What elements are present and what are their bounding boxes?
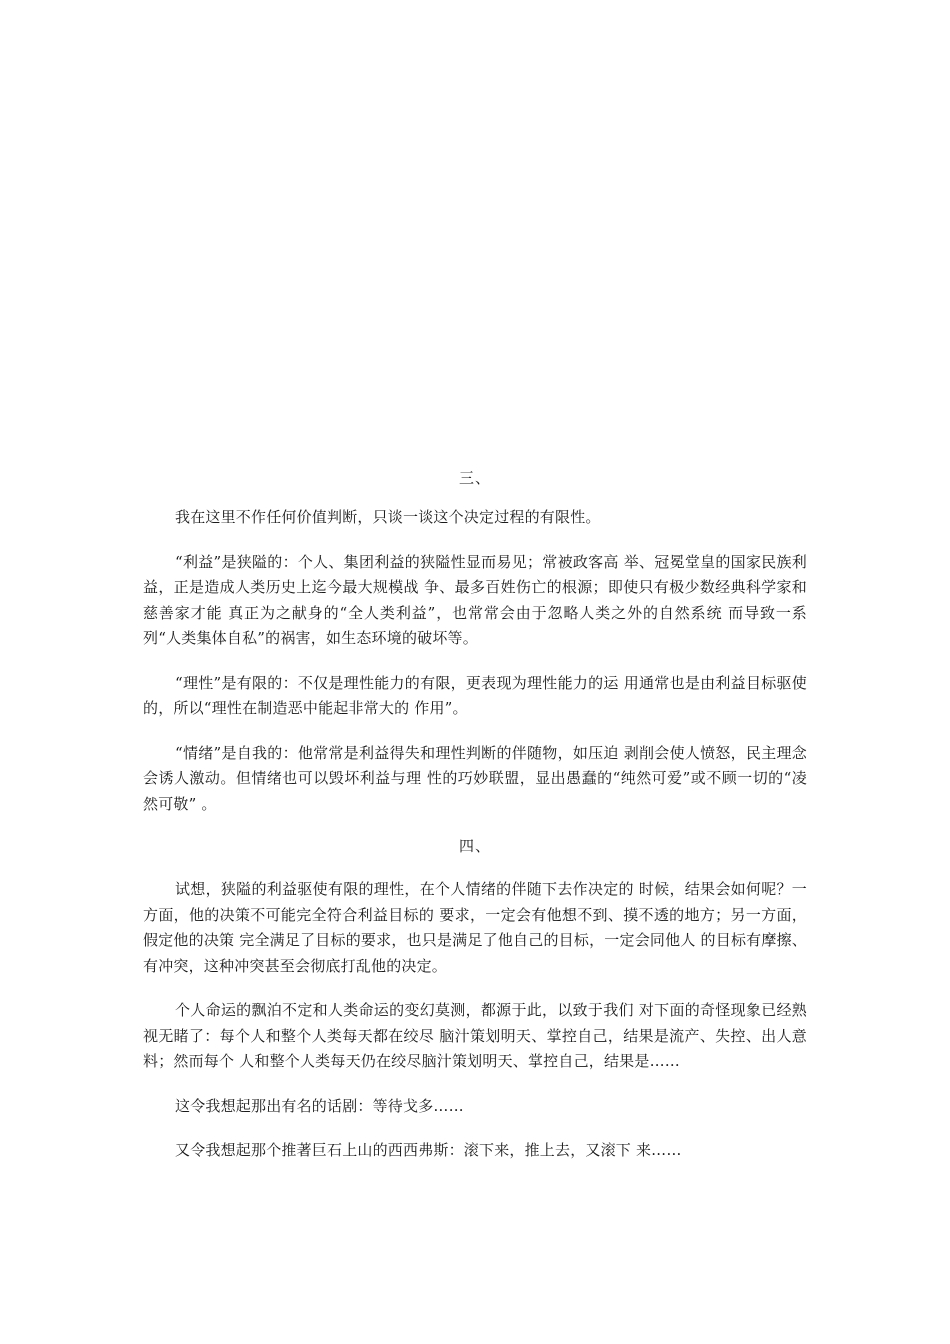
paragraph: 个人命运的飘泊不定和人类命运的变幻莫测，都源于此，以致于我们 对下面的奇怪现象已经熟视无睹了：每个人和整个人类每天都在绞尽 脑汁策划明天、掌控自己，结果是流产、失控、出人意料；然而每个 人和整个人类每天仍在绞尽脑汁策划明天、掌控自己，结果是…… (143, 1001, 807, 1070)
paragraph: “理性”是有限的：不仅是理性能力的有限，更表现为理性能力的运 用通常也是由利益目标驱使的，所以“理性在制造恶中能起非常大的 作用”。 (143, 673, 807, 717)
paragraph: 这令我想起那出有名的话剧：等待戈多…… (175, 1096, 464, 1115)
section-heading-four: 四、 (458, 837, 491, 855)
paragraph: “利益”是狭隘的：个人、集团利益的狭隘性显而易见；常被政客高 举、冠冕堂皇的国家民族利益，正是造成人类历史上迄今最大规模战 争、最多百姓伤亡的根源；即使只有极少数经典科学家和慈善家才能 真正为之献身的“全人类利益”，也常常会由于忽略人类之外的自然系统 而导致一系列“人类集体自私”的祸害，如生态环境的破坏等。 (143, 552, 807, 647)
paragraph: 试想，狭隘的利益驱使有限的理性，在个人情绪的伴随下去作决定的 时候，结果会如何呢？一方面，他的决策不可能完全符合利益目标的 要求，一定会有他想不到、摸不透的地方；另一方面，假定他的决策 完全满足了目标的要求，也只是满足了他自己的目标，一定会同他人 的目标有摩擦、有冲突，这种冲突甚至会彻底打乱他的决定。 (143, 880, 807, 975)
document-body (143, 466, 807, 1164)
paragraph: 我在这里不作任何价值判断，只谈一谈这个决定过程的有限性。 (175, 508, 601, 526)
section-heading-three: 三、 (458, 469, 491, 487)
paragraph: 又令我想起那个推著巨石上山的西西弗斯：滚下来，推上去，又滚下 来…… (175, 1141, 682, 1159)
paragraph: “情绪”是自我的：他常常是利益得失和理性判断的伴随物，如压迫 剥削会使人愤怒，民主理念会诱人激动。但情绪也可以毁坏利益与理 性的巧妙联盟，显出愚蠢的“纯然可爱”或不顾一切的“凌然可敬” 。 (143, 743, 807, 813)
